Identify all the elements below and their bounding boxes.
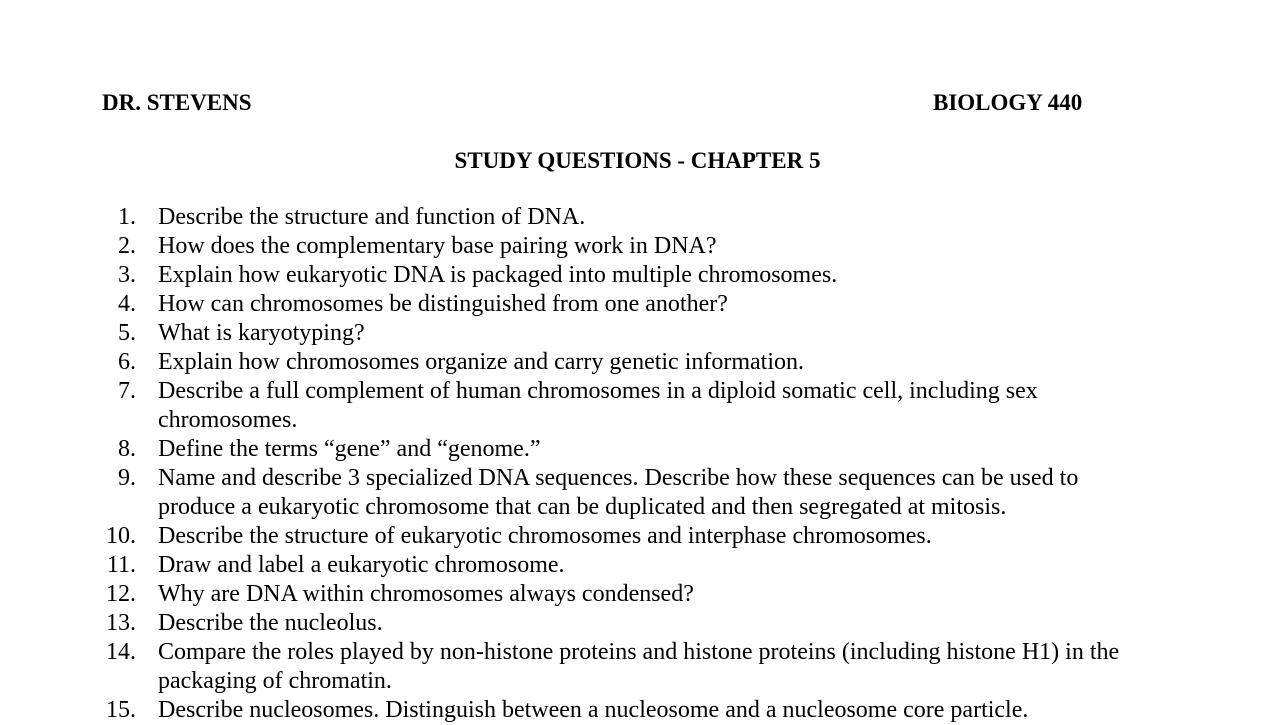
question-text: Describe the structure of eukaryotic chromosomes and interphase chromosomes. [158,523,932,549]
question-item [0,232,1286,261]
question-text: How can chromosomes be distinguished from one another? [158,291,728,317]
question-item [0,580,1286,609]
question-text: Why are DNA within chromosomes always condensed? [158,581,694,607]
question-item [0,348,1286,377]
question-number: 1. [118,204,136,230]
question-item [0,319,1286,348]
question-number: 12. [106,581,136,607]
question-text: Explain how eukaryotic DNA is packaged into multiple chromosomes. [158,262,838,288]
question-text: How does the complementary base pairing work in DNA? [158,233,717,259]
course-name: BIOLOGY 440 [933,90,1083,115]
question-number: 11. [106,552,136,578]
question-list [0,203,1286,725]
question-number: 14. [106,639,136,665]
question-text: Define the terms “gene” and “genome.” [158,436,541,462]
question-number: 5. [118,320,136,346]
question-text: Describe nucleosomes. Distinguish between a nucleosome and a nucleosome core particle. [158,697,1029,723]
question-item [0,696,1286,725]
page-title: STUDY QUESTIONS - CHAPTER 5 [454,148,821,173]
question-number: 9. [118,465,136,491]
question-item [0,638,1286,696]
question-text: Explain how chromosomes organize and carry genetic information. [158,349,805,375]
question-text: Describe the structure and function of DNA. [158,204,586,230]
instructor-name: DR. STEVENS [102,90,252,115]
question-number: 3. [118,262,136,288]
question-number: 10. [106,523,136,549]
question-number: 2. [118,233,136,259]
question-item [0,261,1286,290]
question-number: 6. [118,349,136,375]
question-item [0,609,1286,638]
question-item [0,522,1286,551]
question-item [0,464,1286,522]
question-item [0,435,1286,464]
question-item [0,377,1286,435]
question-text: Describe the nucleolus. [158,610,383,636]
question-text: Describe a full complement of human chromosomes in a diploid somatic cell, including sex chromosomes. [158,378,1038,433]
question-number: 8. [118,436,136,462]
question-item [0,290,1286,319]
question-text: Name and describe 3 specialized DNA sequences. Describe how these sequences can be used to produce a eukaryotic chromosome that can be duplicated and then segregated at mitosis. [158,465,1079,520]
question-number: 4. [118,291,136,317]
question-number: 13. [106,610,136,636]
question-number: 7. [118,378,136,404]
question-text: Draw and label a eukaryotic chromosome. [158,552,565,578]
question-number: 15. [106,697,136,723]
question-text: Compare the roles played by non-histone proteins and histone proteins (including histone H1) in the packaging of chromatin. [158,639,1120,694]
question-item [0,203,1286,232]
question-item [0,551,1286,580]
question-text: What is karyotyping? [158,320,365,346]
